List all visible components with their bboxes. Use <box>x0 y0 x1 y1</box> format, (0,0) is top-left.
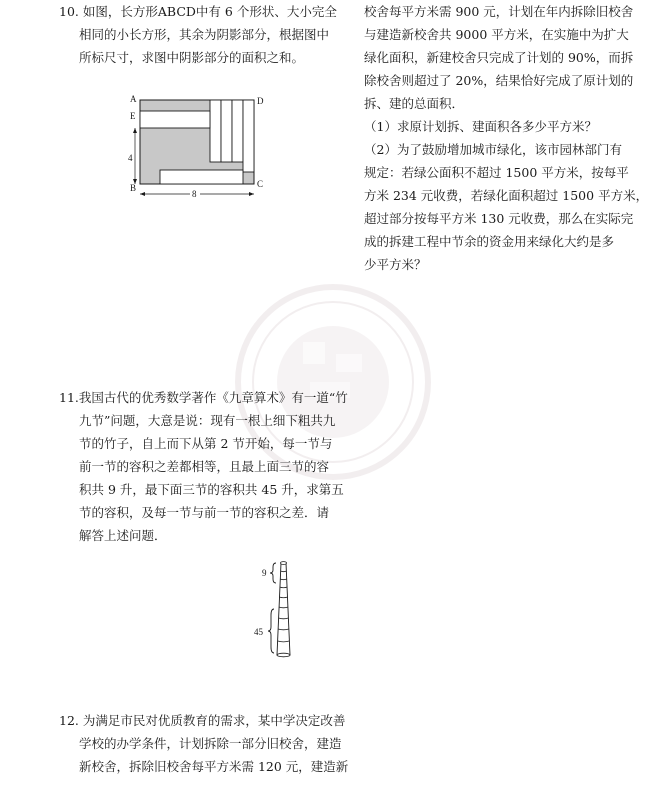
q12-cont-line-5: 拆、建的总面积． <box>364 96 465 111</box>
small-rect-v3 <box>232 100 243 162</box>
q12-part-2-line-6: 少平方米？ <box>364 257 427 272</box>
q11-line-2: 九节”问题，大意是说：现有一根上细下粗共九 <box>79 413 336 428</box>
bamboo-figure <box>248 557 308 665</box>
label-d: D <box>257 96 264 106</box>
q10-number: 10. <box>59 4 79 19</box>
bamboo-top <box>281 562 287 565</box>
q11-line-4: 前一节的容积之差都相等，且最上面三节的容 <box>79 459 330 474</box>
q12-text-1: 为满足市民对优质教育的需求，某中学决定改善 <box>82 713 346 728</box>
small-rect-v4 <box>243 100 254 172</box>
top-label: 9 <box>262 568 267 578</box>
q12-part-2-line-4: 超过部分按每平方米 130 元收费，那么在实际完 <box>364 211 634 226</box>
rectangle-figure <box>124 90 274 202</box>
q12-part-1: （1）求原计划拆、建面积各多少平方米？ <box>364 119 597 134</box>
q12-cont-line-2: 与建造新校舍共 9000 平方米，在实施中为扩大 <box>364 27 629 42</box>
q12-cont-line-3: 绿化面积，新建校舍只完成了计划的 90%，而拆 <box>364 50 634 65</box>
q10-line-1 <box>59 0 337 23</box>
question-10 <box>59 0 337 69</box>
label-e: E <box>130 111 136 121</box>
q12-part-2-line-3: 方米 234 元收费，若绿化面积超过 1500 平方米， <box>364 188 649 203</box>
q11-line-3: 节的竹子，自上而下从第 2 节开始，每一节与 <box>79 436 333 451</box>
height-label: 4 <box>128 153 133 163</box>
q11-line-5: 积共 9 升，最下面三节的容积共 45 升，求第五 <box>79 482 344 497</box>
question-12 <box>59 709 349 778</box>
label-b: B <box>130 183 137 193</box>
question-12-continued <box>364 0 649 276</box>
small-rect-h2 <box>160 170 243 184</box>
small-rect-v1 <box>210 100 221 162</box>
q12-line-3: 新校舍，拆除旧校舍每平方米需 120 元，建造新 <box>79 759 349 774</box>
small-rect-h1 <box>140 111 210 128</box>
label-a: A <box>130 94 137 104</box>
q12-line-2: 学校的办学条件，计划拆除一部分旧校舍，建造 <box>79 736 342 751</box>
bottom-brace <box>268 609 274 653</box>
q12-cont-line-4: 除校舍则超过了 20%，结果恰好完成了原计划的 <box>364 73 634 88</box>
q11-number: 11. <box>59 390 79 405</box>
bottom-label: 45 <box>254 627 263 637</box>
q11-line-7: 解答上述问题． <box>79 528 167 543</box>
q12-cont-line-1: 校舍每平方米需 900 元，计划在年内拆除旧校舍 <box>364 4 634 19</box>
bamboo-base <box>277 653 290 657</box>
width-label: 8 <box>192 189 197 199</box>
small-rect-v2 <box>221 100 232 162</box>
q12-line-1 <box>59 709 346 732</box>
question-11 <box>59 386 348 547</box>
q12-number: 12. <box>59 713 79 728</box>
q10-line-2: 相同的小长方形，其余为阴影部分，根据图中 <box>79 27 330 42</box>
q10-text-1: 如图，长方形ABCD中有 6 个形状、大小完全 <box>82 4 337 19</box>
q12-part-2-line-5: 成的拆建工程中节余的资金用来绿化大约是多 <box>364 234 615 249</box>
q11-line-6: 节的容积，及每一节与前一节的容积之差．请 <box>79 505 330 520</box>
shaded-region-top <box>140 100 210 111</box>
q11-text-1: 我国古代的优秀数学著作《九章算术》有一道“竹 <box>78 390 348 405</box>
q12-part-2-line-1: （2）为了鼓励增加城市绿化，该市园林部门有 <box>364 142 622 157</box>
q12-part-2-line-2: 规定：若绿公面积不超过 1500 平方米，按每平 <box>364 165 629 180</box>
q10-line-3: 所标尺寸，求图中阴影部分的面积之和。 <box>79 50 305 65</box>
top-brace <box>270 563 276 583</box>
q11-line-1 <box>59 386 348 409</box>
label-c: C <box>257 179 264 189</box>
